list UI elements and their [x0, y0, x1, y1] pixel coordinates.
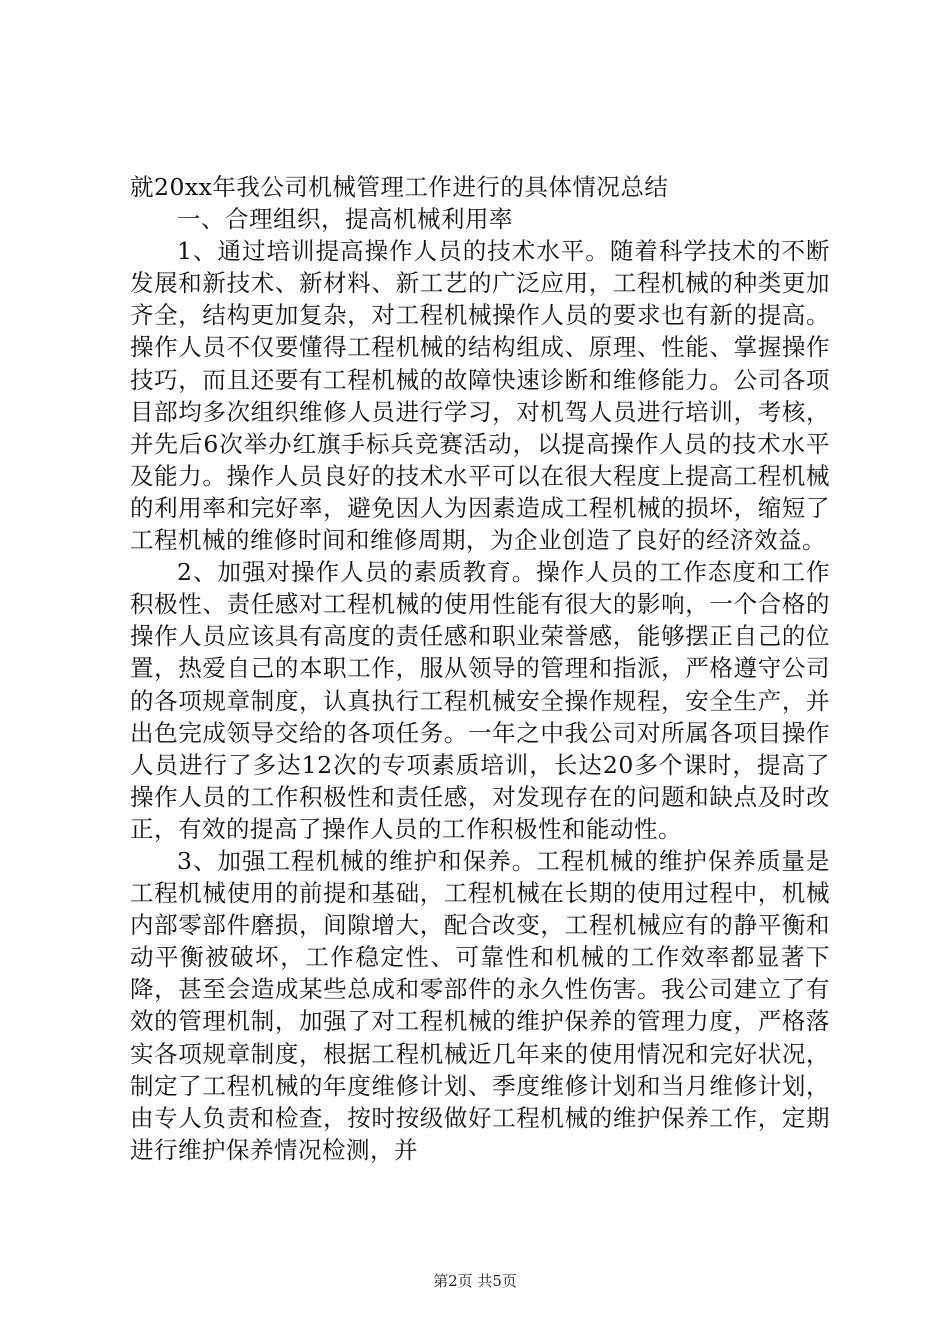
document-body [130, 171, 830, 1166]
body-paragraph-3: 3、加强工程机械的维护和保养。工程机械的维护保养质量是工程机械使用的前提和基础，工程机械在长期的使用过程中，机械内部零部件磨损，间隙增大，配合改变，工程机械应有的静平衡和动平衡被破坏，工作稳定性、可靠性和机械的工作效率都显著下降，甚至会造成某些总成和零部件的永久性伤害。我公司建立了有效的管理机制，加强了对工程机械的维护保养的管理力度，严格落实各项规章制度，根据工程机械近几年来的使用情况和完好状况，制定了工程机械的年度维修计划、季度维修计划和当月维修计划，由专人负责和检查，按时按级做好工程机械的维护保养工作，定期进行维护保养情况检测，并 [130, 846, 830, 1164]
page-footer [0, 1272, 950, 1290]
page-number: 第2页 共5页 [433, 1272, 517, 1290]
body-paragraph-1: 1、通过培训提高操作人员的技术水平。随着科学技术的不断发展和新技术、新材料、新工艺的广泛应用，工程机械的种类更加齐全，结构更加复杂，对工程机械操作人员的要求也有新的提高。操作人员不仅要懂得工程机械的结构组成、原理、性能、掌握操作技巧，而且还要有工程机械的故障快速诊断和维修能力。公司各项目部均多次组织维修人员进行学习，对机驾人员进行培训，考核，并先后6次举办红旗手标兵竞赛活动，以提高操作人员的技术水平及能力。操作人员良好的技术水平可以在很大程度上提高工程机械的利用率和完好率，避免因人为因素造成工程机械的损坏，缩短了工程机械的维修时间和维修周期，为企业创造了良好的经济效益。 [130, 237, 830, 555]
body-paragraph-2: 2、加强对操作人员的素质教育。操作人员的工作态度和工作积极性、责任感对工程机械的使用性能有很大的影响，一个合格的操作人员应该具有高度的责任感和职业荣誉感，能够摆正自己的位置，热爱自己的本职工作，服从领导的管理和指派，严格遵守公司的各项规章制度，认真执行工程机械安全操作规程，安全生产，并出色完成领导交给的各项任务。一年之中我公司对所属各项目操作人员进行了多达12次的专项素质培训，长达20多个课时，提高了操作人员的工作积极性和责任感，对发现存在的问题和缺点及时改正，有效的提高了操作人员的工作积极性和能动性。 [130, 558, 830, 843]
document-title: 就20xx年我公司机械管理工作进行的具体情况总结 [130, 173, 669, 201]
section-heading: 一、合理组织，提高机械利用率 [177, 205, 513, 234]
